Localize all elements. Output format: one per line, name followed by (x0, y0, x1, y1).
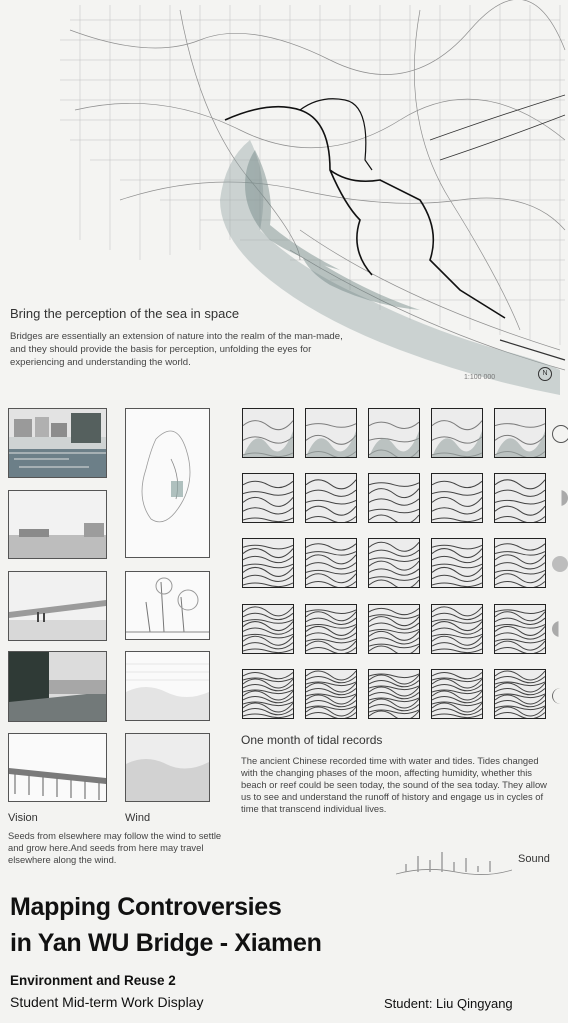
wave-pattern (432, 539, 482, 587)
north-arrow-icon: N (538, 367, 552, 381)
wave-pattern (432, 670, 482, 718)
wave-pattern (306, 605, 356, 653)
student-name: Student: Liu Qingyang (384, 996, 513, 1011)
moon-new-icon (552, 425, 568, 443)
wind-drawing-4 (125, 733, 210, 802)
wave-pattern (306, 539, 356, 587)
tidal-tile (494, 538, 546, 588)
vision-photo-2 (8, 490, 107, 559)
wave-pattern (369, 605, 419, 653)
tidal-tile (494, 473, 546, 523)
seawall-image (9, 652, 106, 721)
vision-photo-3 (8, 571, 107, 641)
wind-drawing-2 (125, 571, 210, 640)
grass-sketch (126, 652, 209, 720)
wave-pattern (306, 409, 356, 457)
tidal-tile (242, 669, 294, 719)
tidal-tile (242, 538, 294, 588)
tidal-tile (305, 604, 357, 654)
wave-pattern (243, 605, 293, 653)
vision-label: Vision (8, 812, 38, 824)
tidal-tile (368, 473, 420, 523)
tidal-tile (431, 604, 483, 654)
display-subtitle: Student Mid-term Work Display (10, 994, 204, 1010)
wave-pattern (495, 409, 545, 457)
seeds-text: Seeds from elsewhere may follow the wind to settle and grow here.And seeds from here may travel elsewhere along the wind. (8, 830, 222, 865)
wave-pattern (495, 605, 545, 653)
wave-pattern (243, 474, 293, 522)
vision-photo-4 (8, 651, 107, 722)
tidal-tile (305, 538, 357, 588)
vision-photo-1 (8, 408, 107, 478)
wave-pattern (495, 670, 545, 718)
scale-label: 1:100 000 (464, 374, 496, 381)
tidal-tile (431, 408, 483, 458)
tidal-tile (242, 604, 294, 654)
tidal-tile (494, 408, 546, 458)
vision-photo-5 (8, 733, 107, 802)
wave-pattern (243, 539, 293, 587)
map-caption-title: Bring the perception of the sea in space (10, 306, 240, 321)
wave-pattern (243, 670, 293, 718)
wave-pattern (306, 670, 356, 718)
soundwave-sketch (396, 846, 512, 882)
wave-pattern (369, 409, 419, 457)
shore-image (9, 491, 106, 558)
tree-sketch (126, 409, 209, 557)
tidal-tile (242, 473, 294, 523)
tides-paragraph: The ancient Chinese recorded time with water and tides. Tides changed with the changing phases of the moon, affecting humidity, whether this beach or reef could be seen today, the sound of the sea today. They allow us to see and understand the runoff of history and engage us in cycles of time that transcend individual lives. (241, 755, 547, 814)
sound-label: Sound (518, 853, 550, 865)
wave-pattern (369, 539, 419, 587)
tidal-tile (431, 669, 483, 719)
tidal-tile (494, 604, 546, 654)
mist-sketch (126, 734, 209, 801)
moon-waning-icon (552, 688, 568, 704)
wave-pattern (432, 605, 482, 653)
wave-pattern (495, 474, 545, 522)
wave-pattern (243, 409, 293, 457)
tides-heading: One month of tidal records (241, 733, 383, 747)
title-line-2: in Yan WU Bridge - Xiamen (10, 929, 322, 957)
wave-pattern (369, 474, 419, 522)
wind-drawing-3 (125, 651, 210, 721)
tidal-tile (368, 538, 420, 588)
tidal-tile (305, 473, 357, 523)
tidal-tile (431, 473, 483, 523)
tidal-tile (242, 408, 294, 458)
title-line-1: Mapping Controversies (10, 893, 282, 921)
moon-crescent-icon (552, 490, 568, 506)
trees-sketch (126, 572, 209, 639)
wave-pattern (495, 539, 545, 587)
wind-drawing-1 (125, 408, 210, 558)
map-caption-text: Bridges are essentially an extension of nature into the realm of the man-made, and they should provide the basis for perception, unfolding the eyes for experiencing and understanding the world. (10, 331, 343, 368)
tidal-tile (368, 604, 420, 654)
wave-pattern (306, 474, 356, 522)
course-name: Environment and Reuse 2 (10, 973, 176, 988)
sound-graphic (396, 846, 512, 882)
tidal-tile (305, 408, 357, 458)
harbor-image (9, 409, 106, 477)
tidal-tile (431, 538, 483, 588)
tidal-tile (494, 669, 546, 719)
moon-full-icon (552, 556, 568, 572)
bridge-image (9, 734, 106, 801)
moon-gibbous-icon (552, 621, 568, 637)
bridge-walk-image (9, 572, 106, 640)
tidal-tile (368, 408, 420, 458)
wave-pattern (432, 409, 482, 457)
tidal-tile (305, 669, 357, 719)
wave-pattern (432, 474, 482, 522)
wave-pattern (369, 670, 419, 718)
tidal-tile (368, 669, 420, 719)
wind-label: Wind (125, 812, 151, 824)
